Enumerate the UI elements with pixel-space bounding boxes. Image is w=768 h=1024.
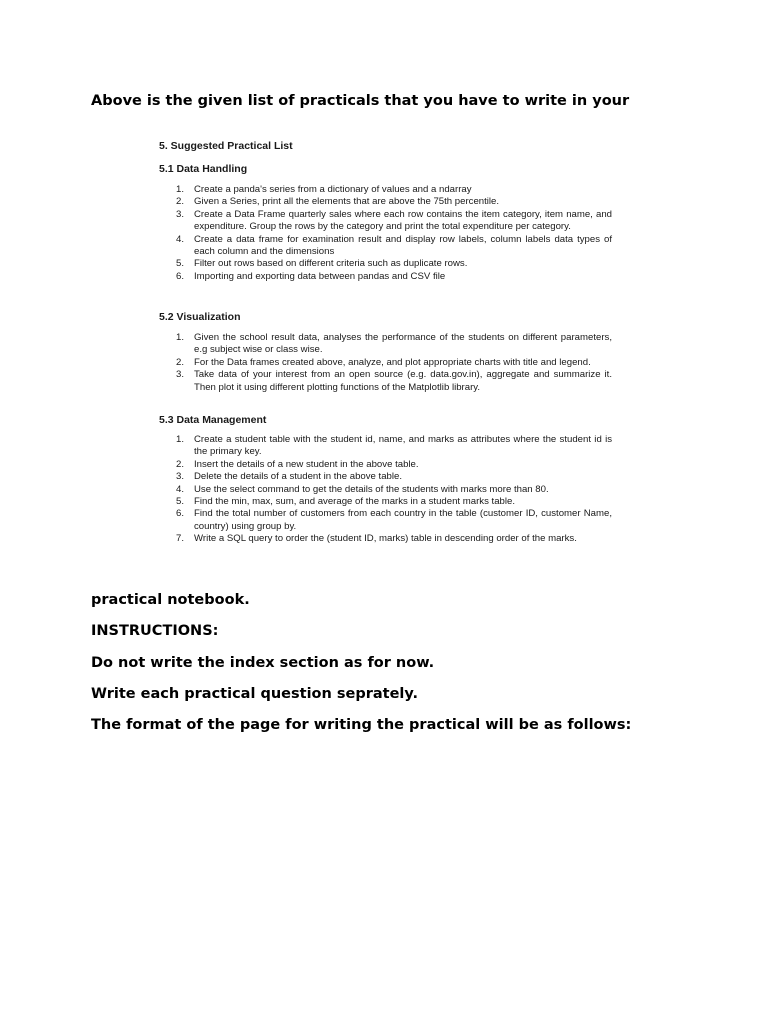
instruction-line: Write each practical question seprately. (91, 686, 419, 702)
section-heading-data-management: 5.3 Data Management (159, 414, 267, 426)
visualization-list (158, 332, 612, 394)
section-heading-visualization: 5.2 Visualization (159, 311, 241, 323)
list-item: 7. Write a SQL query to order the (student ID, marks) table in descending order of the marks. (176, 533, 577, 545)
list-item: 5. Find the min, max, sum, and average of the marks in a student marks table. (176, 496, 516, 508)
instruction-line: Do not write the index section as for now. (91, 655, 435, 671)
list-item: 2. For the Data frames created above, analyze, and plot appropriate charts with title and legend. (176, 356, 591, 368)
list-item: 6. Find the total number of customers from each country in the table (customer ID, customer Name, country) using group by. (176, 508, 612, 532)
section-heading-data-handling: 5.1 Data Handling (159, 163, 248, 175)
list-item: 3. Take data of your interest from an open source (e.g. data.gov.in), aggregate and summarize it. Then plot it using different plotting functions of the Matplotlib library. (176, 369, 612, 393)
intro-line: Above is the given list of practicals that you have to write in your (91, 93, 630, 109)
continuation-line: practical notebook. (91, 592, 250, 608)
list-item: 4. Create a data frame for examination result and display row labels, column labels data types of each column and the dimensions (176, 233, 612, 258)
list-item: 3. Delete the details of a student in the above table. (176, 471, 403, 483)
practical-list-title: 5. Suggested Practical List (159, 140, 293, 152)
instructions-heading: INSTRUCTIONS: (91, 623, 219, 639)
list-item: 1. Create a student table with the student id, name, and marks as attributes where the student id is the primary key. (176, 434, 612, 458)
list-item: 4. Use the select command to get the details of the students with marks more than 80. (176, 483, 549, 495)
list-item: 2. Insert the details of a new student in the above table. (176, 458, 419, 470)
practical-list-image (158, 136, 618, 564)
list-item: 1. Given the school result data, analyses the performance of the students on different parameters, e.g subject wise or class wise. (176, 332, 612, 356)
list-item: 2. Given a Series, print all the elements that are above the 75th percentile. (176, 196, 500, 208)
list-item: 3. Create a Data Frame quarterly sales where each row contains the item category, item name, and expenditure. Group the rows by the category and print the total expenditure per category. (176, 208, 612, 233)
list-item: 1. Create a panda's series from a dictionary of values and a ndarray (176, 184, 472, 195)
list-item: 5. Filter out rows based on different criteria such as duplicate rows. (176, 258, 468, 270)
list-item: 6. Importing and exporting data between pandas and CSV file (176, 270, 446, 282)
data-handling-list (158, 184, 612, 283)
instruction-line: The format of the page for writing the practical will be as follows: (91, 717, 632, 733)
data-management-list (158, 434, 612, 546)
